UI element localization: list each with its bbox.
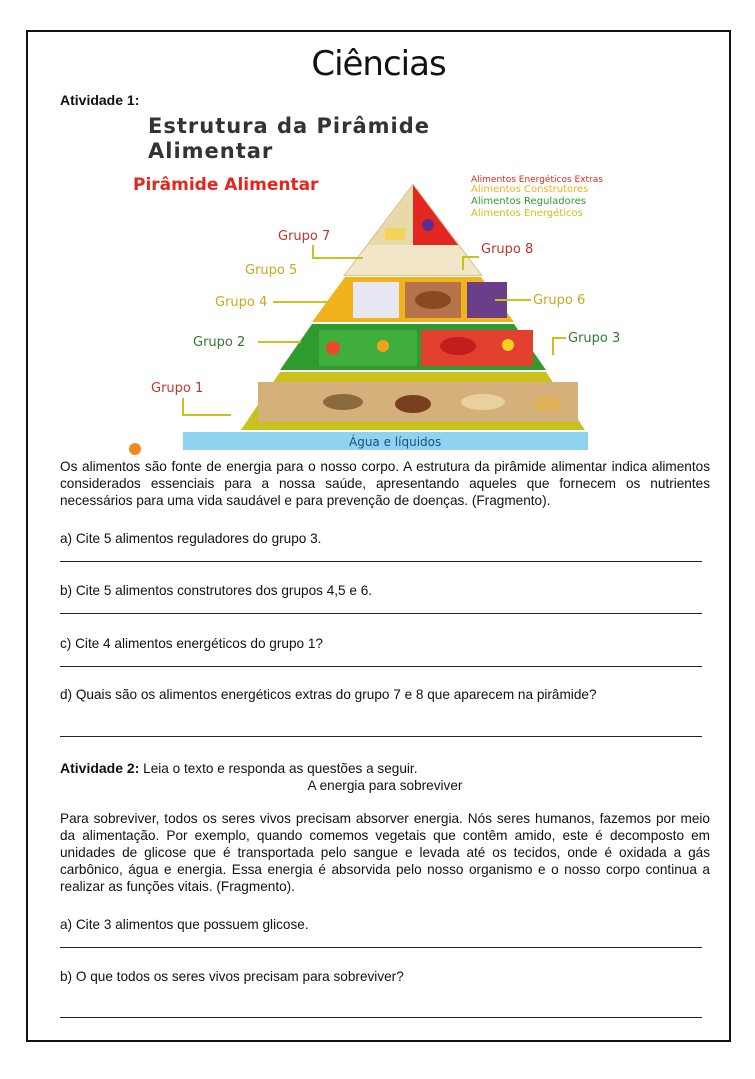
activity2-heading (60, 760, 417, 777)
answer-line-2a[interactable] (60, 947, 702, 948)
group3-area (421, 330, 533, 366)
food-butter (385, 228, 405, 240)
label-grupo6: Grupo 6 (533, 293, 586, 308)
question-1c: c) Cite 4 alimentos energéticos do grupo 1? (60, 636, 323, 651)
label-grupo8: Grupo 8 (481, 242, 534, 257)
label-grupo2: Grupo 2 (193, 335, 246, 350)
food-candy (422, 219, 434, 231)
question-2b: b) O que todos os seres vivos precisam para sobreviver? (60, 969, 404, 984)
food-pasta (461, 394, 505, 410)
group8-area (413, 185, 458, 245)
structure-title-line2: Alimentar (148, 139, 274, 163)
worksheet-frame (26, 30, 731, 1042)
structure-title-line1: Estrutura da Pirâmide (148, 114, 431, 138)
pointer-grupo1 (183, 398, 231, 415)
food-meat (415, 291, 451, 309)
activity2-label: Atividade 2: (60, 760, 140, 776)
answer-line-1d[interactable] (60, 736, 702, 737)
legend-reguladores: Alimentos Reguladores (471, 196, 587, 207)
pointer-grupo3 (553, 338, 566, 355)
page-title: Ciências (311, 44, 446, 84)
question-1d: d) Quais são os alimentos energéticos extras do grupo 7 e 8 que aparecem na pirâmide? (60, 687, 597, 702)
food-orange (377, 340, 389, 352)
question-2a: a) Cite 3 alimentos que possuem glicose. (60, 917, 309, 932)
legend-energeticos-extras: Alimentos Energéticos Extras (471, 175, 603, 185)
legend-energeticos: Alimentos Energéticos (471, 208, 583, 219)
activity2-paragraph: Para sobreviver, todos os seres vivos precisam absorver energia. Nós seres humanos, fazemos por meio da alimentação. Por exemplo, quando comemos vegetais que contêm amido, este é decomposto em unidades de glicose que é transportada pelo sangue e levada até os tecidos, onde é oxidada a gás carbônico, água e energia. Essa energia é absorvida pelo nosso organismo e o nosso corpo continua a realizar as funções vitais. (Fragmento). (60, 811, 710, 894)
food-banana (502, 339, 514, 351)
food-pyramid-image (123, 170, 653, 455)
label-grupo1: Grupo 1 (151, 381, 204, 396)
answer-line-2b[interactable] (60, 1017, 702, 1018)
corner-logo-icon (129, 443, 141, 455)
activity2-instruction: Leia o texto e responda as questões a seguir. (139, 761, 418, 776)
answer-line-1b[interactable] (60, 613, 702, 614)
label-grupo7: Grupo 7 (278, 229, 331, 244)
food-grains (323, 394, 363, 410)
group4-area (353, 282, 399, 318)
structure-title (148, 114, 430, 164)
pyramid-title: Pirâmide Alimentar (133, 175, 319, 195)
activity1-label: Atividade 1: (60, 92, 140, 108)
food-bread (395, 395, 431, 413)
pointer-grupo7 (313, 245, 363, 258)
intro-paragraph: Os alimentos são fonte de energia para o nosso corpo. A estrutura da pirâmide alimentar indica alimentos considerados essenciais para a nossa saúde, apresentando aqueles que fornecem os nutrientes necessários para uma vida saudável e para prevenção de doenças. (Fragmento). (60, 459, 710, 508)
food-tomato (326, 341, 340, 355)
group5-area (345, 245, 481, 275)
food-potato (534, 396, 562, 412)
activity2-text-title: A energia para sobreviver (307, 778, 463, 793)
label-grupo4: Grupo 4 (215, 295, 268, 310)
label-grupo3: Grupo 3 (568, 331, 621, 346)
answer-line-1c[interactable] (60, 666, 702, 667)
water-label: Água e líquidos (349, 435, 442, 449)
answer-line-1a[interactable] (60, 561, 702, 562)
label-grupo5: Grupo 5 (245, 263, 298, 278)
question-1b: b) Cite 5 alimentos construtores dos grupos 4,5 e 6. (60, 583, 373, 598)
question-1a: a) Cite 5 alimentos reguladores do grupo 3. (60, 531, 322, 546)
food-watermelon (440, 337, 476, 355)
legend-construtores: Alimentos Construtores (471, 184, 589, 195)
